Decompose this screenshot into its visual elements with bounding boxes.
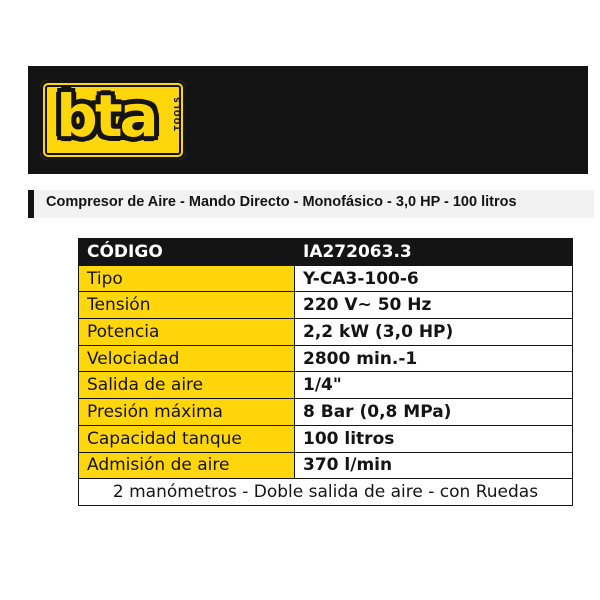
logo-wordmark: bta [56,82,156,150]
table-row [79,319,573,346]
table-row [79,265,573,292]
row-value: 2800 min.-1 [295,345,573,372]
header-value: IA272063.3 [295,239,573,266]
row-label: Potencia [79,319,295,346]
row-value: 220 V~ 50 Hz [295,292,573,319]
row-value: 1/4" [295,372,573,399]
row-value: 370 l/min [295,452,573,479]
table-row [79,372,573,399]
table-row [79,292,573,319]
product-subtitle: Compresor de Aire - Mando Directo - Monofásico - 3,0 HP - 100 litros [46,194,517,210]
table-row [79,345,573,372]
table-row [79,399,573,426]
row-label: Salida de aire [79,372,295,399]
features-footer: 2 manómetros - Doble salida de aire - con Ruedas [79,479,573,506]
table-header-row [79,239,573,266]
row-value: Y-CA3-100-6 [295,265,573,292]
row-label: Admisión de aire [79,452,295,479]
logo-subtext: TOOLS [173,96,182,131]
bta-tools-logo [40,80,186,160]
row-value: 2,2 kW (3,0 HP) [295,319,573,346]
spec-table [78,238,573,506]
header-label: CÓDIGO [79,239,295,266]
row-value: 8 Bar (0,8 MPa) [295,399,573,426]
row-label: Presión máxima [79,399,295,426]
row-label: Velociadad [79,345,295,372]
row-label: Tensión [79,292,295,319]
table-footer-row [79,479,573,506]
table-row [79,425,573,452]
row-label: Tipo [79,265,295,292]
row-value: 100 litros [295,425,573,452]
row-label: Capacidad tanque [79,425,295,452]
table-row [79,452,573,479]
